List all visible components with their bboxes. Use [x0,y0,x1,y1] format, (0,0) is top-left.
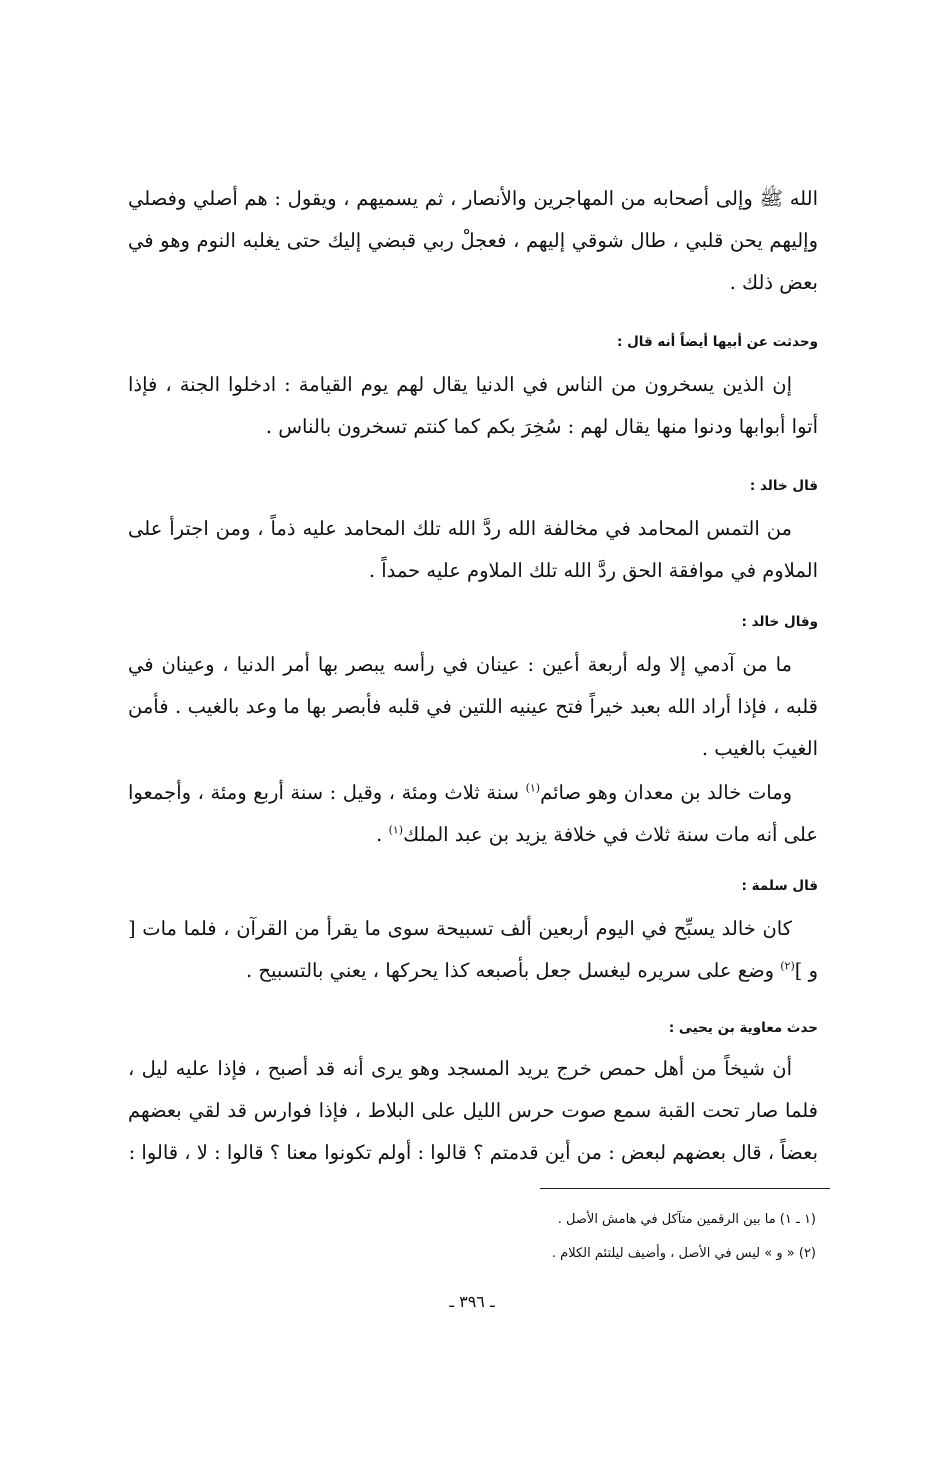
main-text [128,178,818,304]
paragraph-5 [128,772,818,856]
footnote-2: (٢) « و » ليس في الأصل ، وأضيف ليلتئم الكلام . [551,1246,816,1261]
paragraph-1: الله ﷺ وإلى أصحابه من المهاجرين والأنصار ، ثم يسميهم ، ويقول : هم أصلي وفصلي وإليهم يحن قلبي ، طال شوقي إليهم ، فعجلْ ربي قبضي إليك حتى يغلبه النوم وهو في بعض ذلك . [128,187,818,294]
heading-khalid-said: قال خالد : [749,478,818,494]
section-6-body [128,1048,818,1174]
section-2-body [128,508,818,592]
paragraph-2: إن الذين يسخرون من الناس في الدنيا يقال لهم يوم القيامة : ادخلوا الجنة ، فإذا أتوا أبوابها ودنوا منها يقال لهم : سُخِرَ بكم كما كنتم تسخرون بالناس . [128,373,818,438]
paragraph-6 [128,908,818,992]
page-number: ـ ٣٩٦ ـ [449,1292,495,1311]
footnote-ref-1: (١) [525,781,541,795]
paragraph-4-text: ما من آدمي إلا وله أربعة أعين : عينان في رأسه يبصر بها أمر الدنيا ، وعينان في قلبه ، فإذا أراد الله بعبد خيراً فتح عينيه اللتين في قلبه فأبصر بها ما وعد بالغيب . فأمن الغيبَ بالغيب . [128,653,818,760]
heading-salama-said: قال سلمة : [741,878,818,894]
section-6 [128,1018,818,1038]
paragraph-5-part-b: سنة ثلاث ومئة ، وقيل : سنة أربع ومئة ، وأجمعوا على أنه مات سنة ثلاث في خلافة يزيد بن عبد الملك [128,781,818,846]
section-5 [128,876,818,896]
paragraph-6-part-a: كان خالد يسبِّح في اليوم أربعين ألف تسبيحة سوى ما يقرأ من القرآن ، فلما مات [ و ] [128,917,818,982]
section-5-body [128,908,818,992]
footnote-1: (١ ـ ١) ما بين الرقمين متآكل في هامش الأصل . [557,1212,816,1227]
section-2 [128,476,818,496]
section-3 [128,612,818,632]
paragraph-7: أن شيخاً من أهل حمص خرج يريد المسجد وهو يرى أنه قد أصبح ، فإذا عليه ليل ، فلما صار تحت القبة سمع صوت حرس الليل على البلاط ، فإذا فوارس قد لقي بعضهم بعضاً ، قال بعضهم لبعض : من أين قدمتم ؟ قالوا : أولم تكونوا معنا ؟ قالوا : لا ، قالوا : [128,1057,818,1164]
section-3-body [128,644,818,770]
paragraph-4 [128,644,818,770]
paragraph-5-part-c: . [376,823,389,846]
footnote-divider [540,1188,830,1189]
section-4-body [128,772,818,856]
footnote-ref-2: (٢) [780,959,795,973]
paragraph-5-part-a: ومات خالد بن معدان وهو صائم [540,781,792,804]
heading-narration-1: وحدثت عن أبيها أيضاً أنه قال : [616,334,818,350]
paragraph-6-part-b: وضع على سريره ليغسل جعل بأصبعه كذا يحركها ، يعني بالتسبيح . [246,959,781,982]
heading-and-khalid-said: وقال خالد : [741,614,818,630]
footnote-ref-1-end: (١) [388,823,404,837]
section-1 [128,332,818,352]
section-1-body [128,364,818,448]
heading-muawiya-narrated: حدث معاوية بن يحيى : [668,1020,818,1036]
paragraph-3: من التمس المحامد في مخالفة الله ردَّ الله تلك المحامد عليه ذماً ، ومن اجترأ على الملاوم في موافقة الحق ردَّ الله تلك الملاوم عليه حمداً . [128,517,818,582]
